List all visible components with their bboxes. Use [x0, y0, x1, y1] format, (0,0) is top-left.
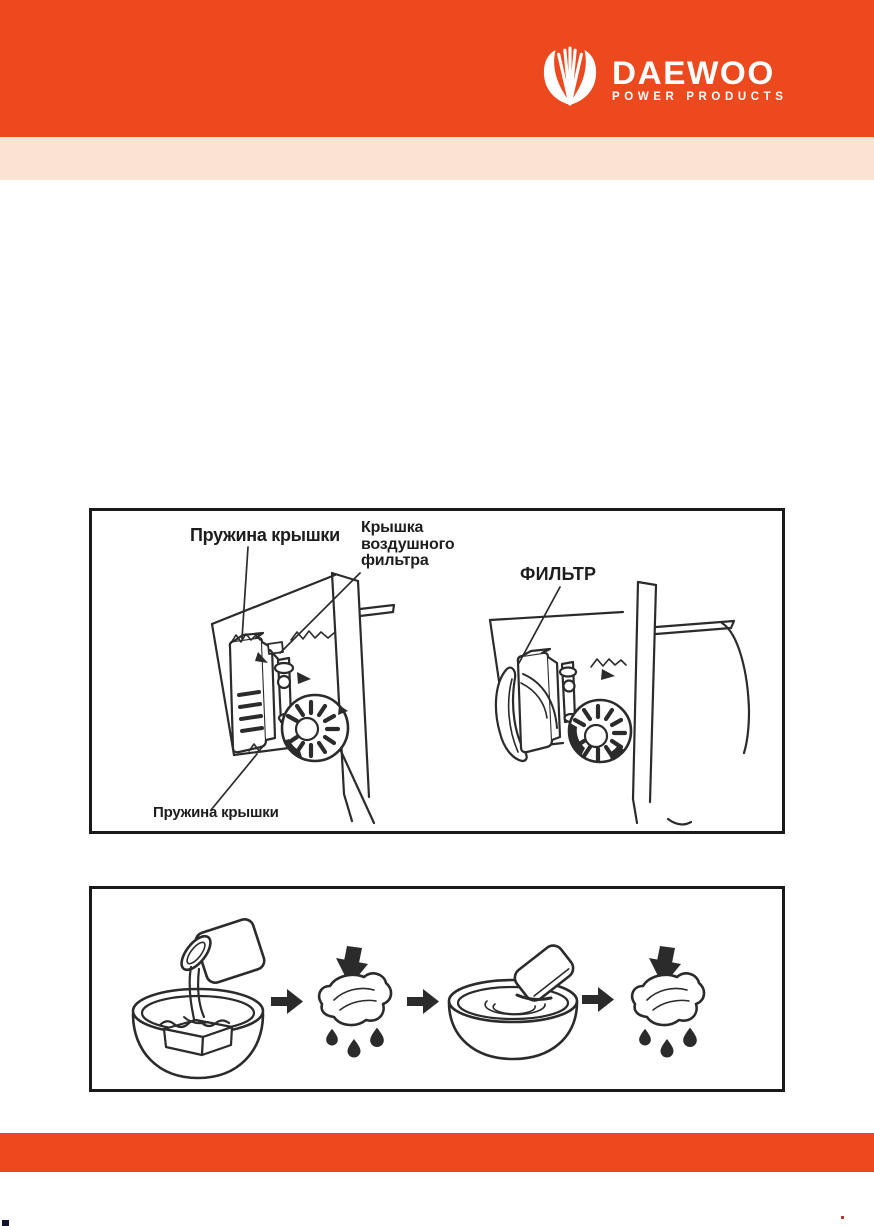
generator-left-view: [211, 547, 394, 823]
pour-oil-into-basin-icon: [133, 917, 267, 1078]
arrow-right-icon: [582, 987, 614, 1012]
daewoo-fan-emblem-icon: [538, 46, 602, 108]
label-filter: ФИЛЬТР: [520, 564, 597, 584]
label-air-filter-cover: Крышка воздушного фильтра: [361, 519, 455, 569]
air-filter-diagram-figure: [89, 508, 785, 834]
label-cover-spring-bottom: Пружина крышки: [153, 804, 279, 821]
header-band: [0, 0, 874, 137]
press-and-squeeze-filter-icon: [319, 946, 391, 1058]
filter-washing-sequence-figure: [89, 886, 785, 1092]
page-corner-mark: [2, 1220, 9, 1226]
soak-filter-in-basin-icon: [449, 942, 577, 1059]
arrow-right-icon: [271, 989, 303, 1014]
leader-cover-spring-bottom: [211, 754, 257, 810]
brand-logo: [538, 46, 788, 108]
page-corner-dot: [841, 1216, 844, 1219]
generator-right-view: [490, 582, 749, 824]
leader-air-filter-cover: [280, 573, 360, 653]
arrow-right-icon: [407, 989, 439, 1014]
leader-cover-spring-top: [242, 547, 248, 639]
press-and-squeeze-filter-icon: [632, 946, 704, 1058]
filter-wash-sequence-drawing: [92, 889, 782, 1089]
label-cover-spring-top: Пружина крышки: [190, 525, 340, 545]
header-subband: [0, 137, 874, 180]
brand-tagline: POWER PRODUCTS: [612, 91, 788, 103]
footer-band: [0, 1133, 874, 1172]
brand-wordmark: DAEWOO: [612, 55, 775, 91]
